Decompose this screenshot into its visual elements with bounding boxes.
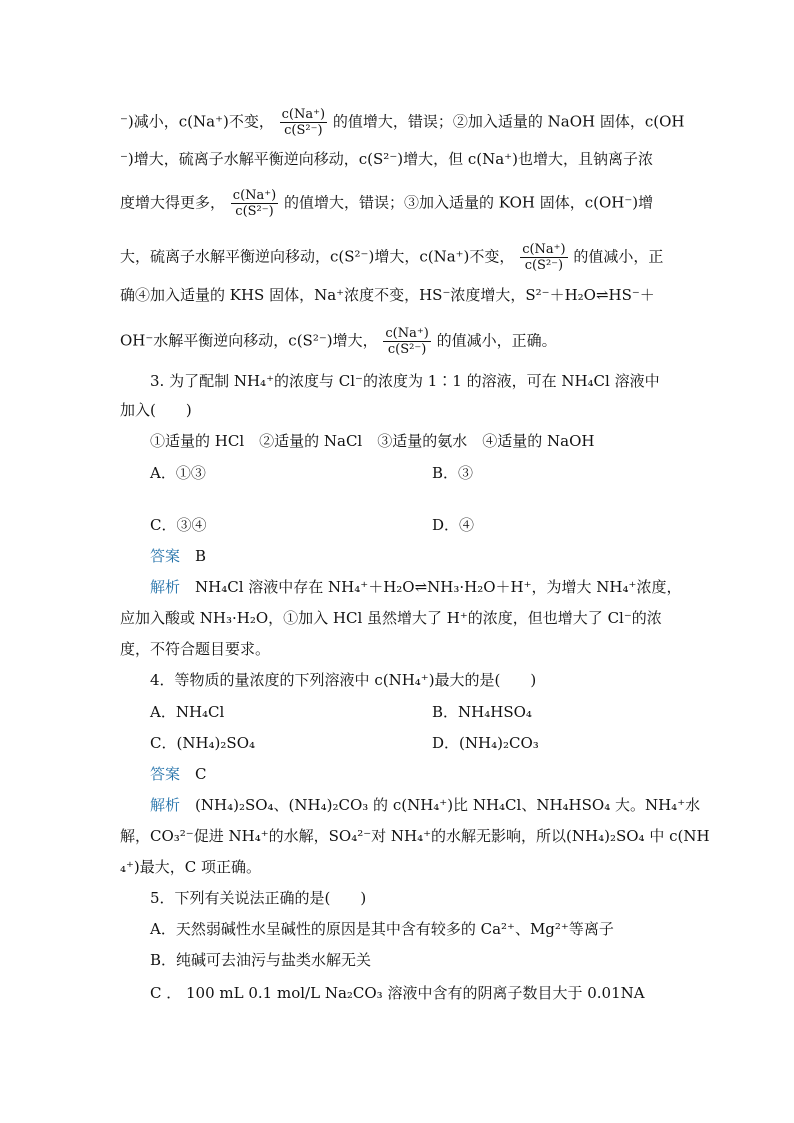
q3-analysis-2: 应加入酸或 NH₃·H₂O，①加入 HCl 虽然增大了 H⁺的浓度，但也增大了 Cl⁻的浓 [120,609,662,627]
text-segment: 的值减小，正确。 [436,331,557,350]
text-segment: 大，硫离子水解平衡逆向移动，c(S²⁻)增大，c(Na⁺)不变， [120,247,515,266]
q4-analysis-3: ₄⁺)最大，C 项正确。 [120,858,262,876]
analysis-label: 解析 [150,578,181,596]
fraction-na-s [280,107,327,138]
q5-option-a: A．天然弱碱性水呈碱性的原因是其中含有较多的 Ca²⁺、Mg²⁺等离子 [150,920,614,938]
q4-answer [150,764,207,784]
q3-option-b: B．③ [432,464,474,482]
analysis-line-4 [120,242,663,273]
q4-analysis-2: 解，CO₃²⁻促进 NH₄⁺的水解，SO₄²⁻对 NH₄⁺的水解无影响，所以(NH₄)₂SO₄ 中 c(NH [120,827,710,845]
q4-option-a: A．NH₄Cl [150,703,225,721]
q3-option-c: C．③④ [150,516,207,534]
analysis-line-6 [120,326,557,357]
analysis-line-2: ⁻)增大，硫离子水解平衡逆向移动，c(S²⁻)增大，但 c(Na⁺)也增大，且钠离子浓 [120,150,653,168]
q4-option-b: B．NH₄HSO₄ [432,703,532,721]
fraction-numerator: c(Na⁺) [522,242,566,257]
text-segment: ⁻)减小，c(Na⁺)不变， [120,112,274,131]
analysis-line-3 [120,188,653,219]
fraction-numerator: c(Na⁺) [385,326,429,341]
q4-analysis-1 [150,795,700,815]
q3-stem-line-2: 加入( ) [120,401,192,419]
q3-answer [150,546,206,566]
answer-label: 答案 [150,765,181,783]
answer-value: B [195,547,207,565]
fraction-na-s [383,326,430,357]
q4-option-c: C．(NH₄)₂SO₄ [150,734,256,752]
q5-stem: 5．下列有关说法正确的是( ) [150,889,367,907]
fraction-denominator: c(S²⁻) [524,258,564,273]
fraction-denominator: c(S²⁻) [284,123,323,138]
q4-option-d: D．(NH₄)₂CO₃ [432,734,539,752]
q5-option-b: B．纯碱可去油污与盐类水解无关 [150,951,372,969]
q3-items: ①适量的 HCl ②适量的 NaCl ③适量的氨水 ④适量的 NaOH [150,432,595,450]
fraction-denominator: c(S²⁻) [387,342,427,357]
fraction-numerator: c(Na⁺) [281,107,326,122]
fraction-na-s [231,188,278,219]
q3-analysis-3: 度，不符合题目要求。 [120,640,271,658]
q4-stem: 4．等物质的量浓度的下列溶液中 c(NH₄⁺)最大的是( ) [150,671,537,689]
answer-value: C [195,765,207,783]
analysis-line-1 [120,107,684,138]
q3-analysis-1 [150,577,681,597]
text-segment: 的值增大，错误；②加入适量的 NaOH 固体，c(OH [332,112,685,131]
answer-label: 答案 [150,547,181,565]
analysis-label: 解析 [150,796,181,814]
analysis-text: (NH₄)₂SO₄、(NH₄)₂CO₃ 的 c(NH₄⁺)比 NH₄Cl、NH₄HSO₄ 大。NH₄⁺水 [195,796,701,814]
analysis-text: NH₄Cl 溶液中存在 NH₄⁺＋H₂O⇌NH₃·H₂O＋H⁺，为增大 NH₄⁺浓度， [195,578,682,596]
text-segment: 的值增大，错误；③加入适量的 KOH 固体，c(OH⁻)增 [284,193,654,212]
q3-stem-line-1: 3. 为了配制 NH₄⁺的浓度与 Cl⁻的浓度为 1∶1 的溶液，可在 NH₄Cl 溶液中 [150,372,660,390]
q3-option-d: D．④ [432,516,475,534]
analysis-line-5: 确④加入适量的 KHS 固体，Na⁺浓度不变，HS⁻浓度增大，S²⁻＋H₂O⇌HS⁻＋ [120,286,655,304]
fraction-na-s [520,242,567,273]
text-segment: 的值减小，正 [573,247,664,266]
q5-option-c: C ． 100 mL 0.1 mol/L Na₂CO₃ 溶液中含有的阴离子数目大于 0.01NA [150,984,645,1002]
fraction-numerator: c(Na⁺) [232,188,277,203]
text-segment: 度增大得更多， [120,193,226,212]
fraction-denominator: c(S²⁻) [235,204,274,219]
text-segment: OH⁻水解平衡逆向移动，c(S²⁻)增大， [120,331,378,350]
q3-option-a: A．①③ [150,464,206,482]
